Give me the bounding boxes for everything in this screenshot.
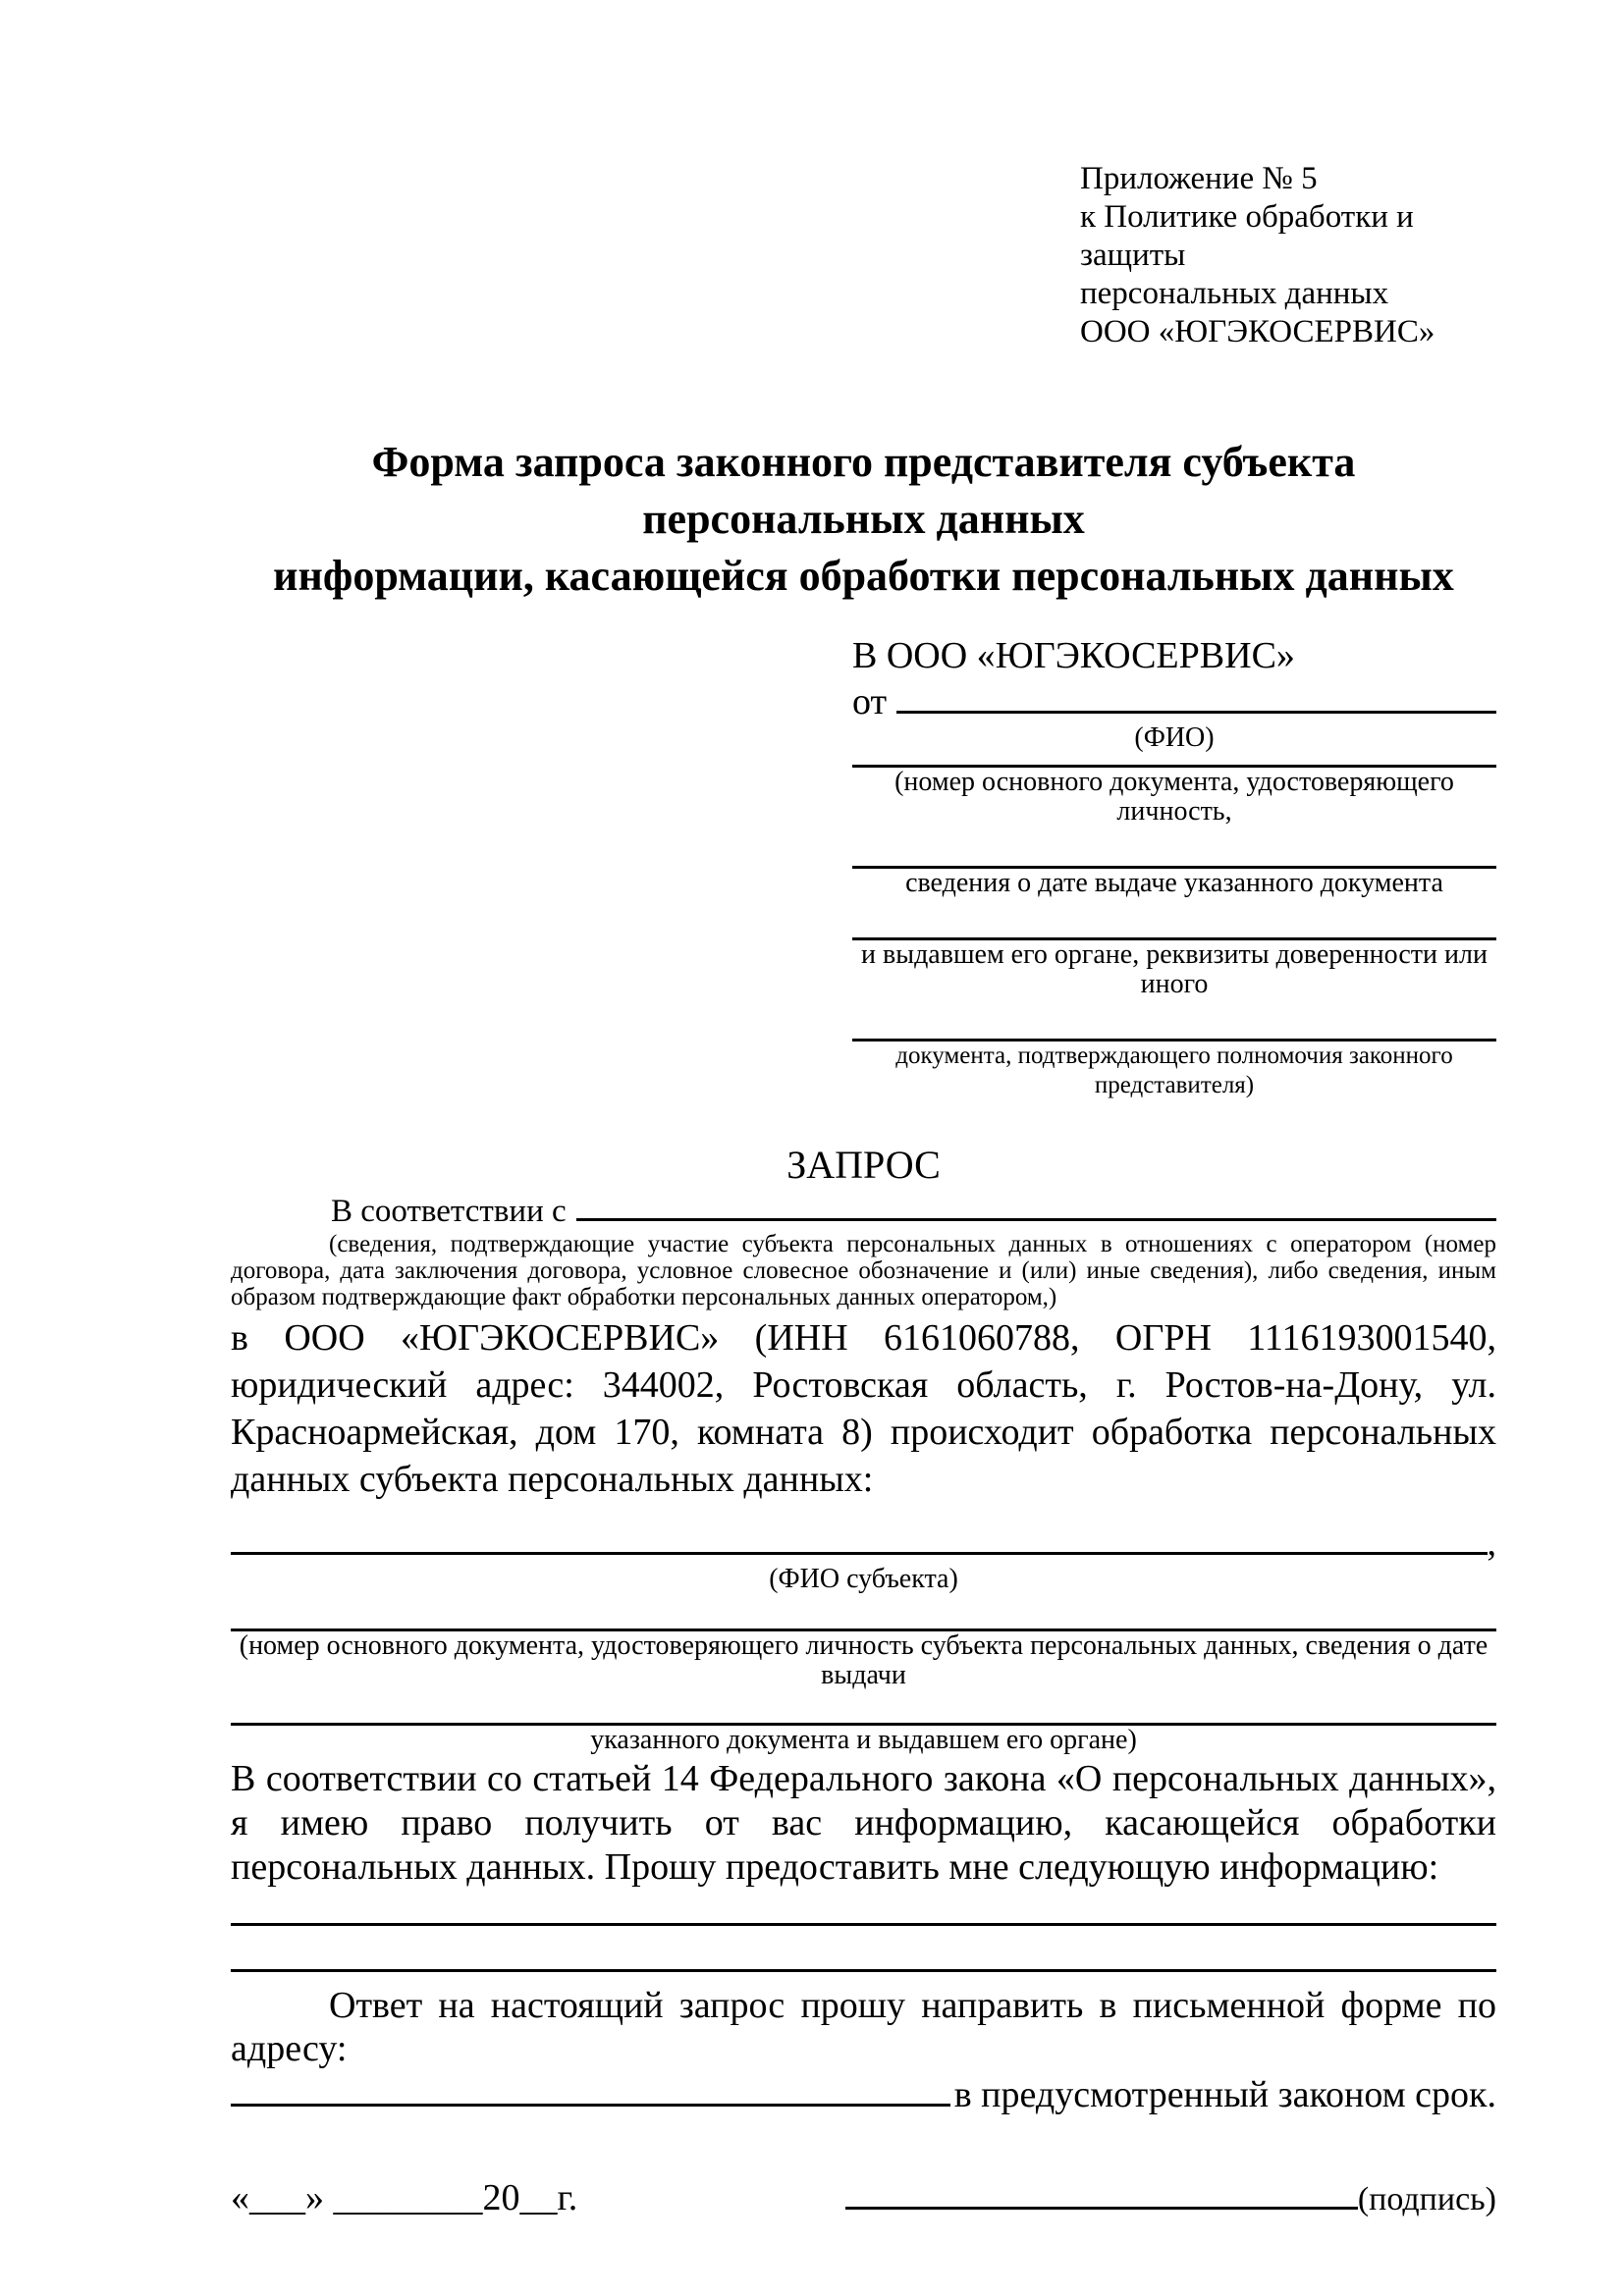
issuing-authority-caption: и выдавшем его органе, реквизиты доверенности или иного	[861, 939, 1488, 999]
reply-tail: в предусмотренный законом срок.	[953, 2074, 1496, 2115]
fio-caption: (ФИО)	[1134, 722, 1215, 753]
from-row	[852, 677, 1496, 723]
request-heading: ЗАПРОС	[786, 1143, 941, 1187]
footer-row	[231, 2173, 1496, 2223]
document-title-line1: Форма запроса законного представителя субъекта персональных данных	[371, 438, 1356, 543]
document-title	[231, 434, 1496, 605]
subject-doc-caption-2: указанного документа и выдавшем его органе)	[590, 1725, 1137, 1755]
reply-address-row	[231, 2070, 1496, 2116]
subject-fio-caption: (ФИО субъекта)	[769, 1564, 958, 1594]
appendix-header-line: персональных данных	[1080, 276, 1389, 311]
signature-blank-line	[845, 2173, 1358, 2210]
authority-doc-caption: документа, подтверждающего полномочия законного представителя)	[895, 1042, 1453, 1098]
date-line: «___» ________20__г.	[231, 2177, 578, 2218]
issue-date-caption: сведения о дате выдаче указанного документа	[905, 868, 1443, 898]
appendix-header-line: к Политике обработки и защиты	[1080, 199, 1414, 273]
info-blank-line-2	[231, 1969, 1496, 1972]
comma-text: ,	[1487, 1522, 1496, 1564]
info-blank-line-1	[231, 1923, 1496, 1926]
addressee-block	[852, 634, 1496, 1100]
signature-block	[845, 2173, 1496, 2223]
subject-doc-caption-1: (номер основного документа, удостоверяющего личность субъекта персональных данных, сведения о дате выдачи	[239, 1630, 1489, 1690]
reply-address-blank-line	[231, 2070, 950, 2107]
intro-blank-line	[576, 1189, 1496, 1221]
subject-fio-row	[231, 1519, 1496, 1565]
signature-caption: (подпись)	[1357, 2181, 1496, 2217]
intro-label: В соответствии с	[331, 1194, 567, 1229]
appendix-header-line: Приложение № 5	[1080, 161, 1318, 196]
appendix-header-line: ООО «ЮГЭКОСЕРВИС»	[1080, 314, 1435, 349]
law-paragraph: В соответствии со статьей 14 Федерального закона «О персональных данных», я имею право получить от вас информацию, касающейся обработки персональных данных. Прошу предоставить мне следующую информацию:	[231, 1758, 1496, 1888]
intro-fine-print: (сведения, подтверждающие участие субъекта персональных данных в отношениях с оператором (номер договора, дата заключения договора, условное словесное обозначение и (или) иные сведения), либо сведения, иным образом подтверждающие факт обработки персональных данных оператором,)	[231, 1231, 1496, 1310]
addressee-to: В ООО «ЮГЭКОСЕРВИС»	[852, 635, 1295, 676]
appendix-header	[1080, 160, 1496, 351]
document-title-line2: информации, касающейся обработки персональных данных	[273, 552, 1454, 600]
subject-fio-blank-line	[231, 1519, 1488, 1555]
doc-number-caption: (номер основного документа, удостоверяющего личность,	[894, 767, 1454, 827]
intro-row	[231, 1189, 1496, 1231]
operator-paragraph: в ООО «ЮГЭКОСЕРВИС» (ИНН 6161060788, ОГРН 1116193001540, юридический адрес: 344002, Ростовская область, г. Ростов-на-Дону, ул. Красноармейская, дом 170, комната 8) происходит обработка персональных данных субъекта персональных данных:	[231, 1317, 1496, 1500]
from-label: от	[852, 681, 888, 722]
reply-paragraph: Ответ на настоящий запрос прошу направить в письменной форме по адресу:	[231, 1985, 1496, 2069]
from-blank-line	[896, 677, 1496, 714]
